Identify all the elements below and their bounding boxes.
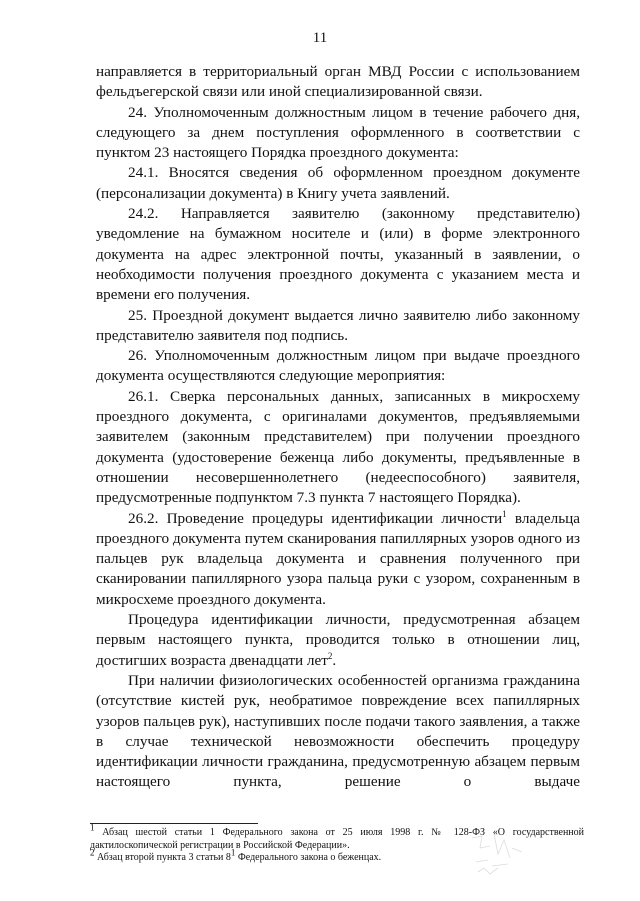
footnote-mark-1: 1 xyxy=(90,822,95,833)
footnote-ref-1: 1 xyxy=(502,508,507,519)
paragraph-age-limit-end: . xyxy=(332,651,337,669)
footnote-mark-2: 2 xyxy=(90,847,95,858)
paragraph-physiological: При наличии физиологических особенностей организма гражданина (отсутствие кистей рук, необратимое повреждение всех папиллярных узоров пальцев рук), наступивших после подачи такого заявления, а также в случае технической невозможности обеспечить процедуру идентификации личности гражданина, предусмотренную абзацем первым настоящего пункта, решение о выдаче xyxy=(96,671,580,791)
paragraph-continuation: направляется в территориальный орган МВД России с использованием фельдъегерской связи или иной специализированной связи. xyxy=(96,63,580,101)
footnote-2-text: Абзац второй пункта 3 статьи 8 xyxy=(97,852,231,863)
paragraph-24: 24. Уполномоченным должностным лицом в течение рабочего дня, следующего за днем поступления оформленного в соответствии с пунктом 23 настоящего Порядка проездного документа: xyxy=(96,103,580,162)
paragraph-age-limit-text: Процедура идентификации личности, предусмотренная абзацем первым настоящего пункта, проводится только в отношении лиц, достигших возраста двенадцати лет xyxy=(96,611,580,669)
paragraph-26-1: 26.1. Сверка персональных данных, записанных в микросхему проездного документа, с оригиналами документов, предъявляемыми заявителем (законным представителем) при получении проездного документа (удостоверение беженца либо документы, предъявленные в отношении несовершеннолетнего (недееспособного) заявителя, предусмотренные подпунктом 7.3 пункта 7 настоящего Порядка). xyxy=(96,387,580,507)
paragraph-25: 25. Проездной документ выдается лично заявителю либо законному представителю заявителя под подпись. xyxy=(96,306,580,344)
paragraph-26-2-start: 26.2. Проведение процедуры идентификации личности xyxy=(128,509,503,527)
paragraph-24-2: 24.2. Направляется заявителю (законному представителю) уведомление на бумажном носителе и (или) в форме электронного документа на адрес электронной почты, указанный в заявлении, о необходимости получения проездного документа с указанием места и времени его получения. xyxy=(96,205,580,304)
paragraph-24-1: 24.1. Вносятся сведения об оформленном проездном документе (персонализации документа) в Книгу учета заявлений. xyxy=(96,164,580,202)
footnote-2-superscript: 1 xyxy=(230,847,236,858)
page-number: 11 xyxy=(312,30,328,46)
document-body xyxy=(96,62,580,793)
footnote-2-tail: Федерального закона о беженцах. xyxy=(237,852,382,863)
footnote-ref-2: 2 xyxy=(327,650,333,661)
footnote-1-text: Абзац шестой статьи 1 Федерального закона от 25 июля 1998 г. № 128-ФЗ «О государственной дактилоскопической регистрации в Российской Федерации». xyxy=(90,827,584,851)
paragraph-age-limit xyxy=(96,610,580,671)
paragraph-26-2 xyxy=(96,509,580,610)
paragraph-26: 26. Уполномоченным должностным лицом при выдаче проездного документа осуществляются следующие мероприятия: xyxy=(96,347,580,385)
faint-stamp-mark xyxy=(468,828,526,876)
footnote-divider xyxy=(90,823,258,824)
paragraph-26-2-rest: владельца проездного документа путем сканирования папиллярных узоров одного из пальцев рук владельца документа и сравнения полученного при сканировании папиллярного узора пальца руки с узором, сохраненным в микросхеме проездного документа. xyxy=(96,509,581,608)
